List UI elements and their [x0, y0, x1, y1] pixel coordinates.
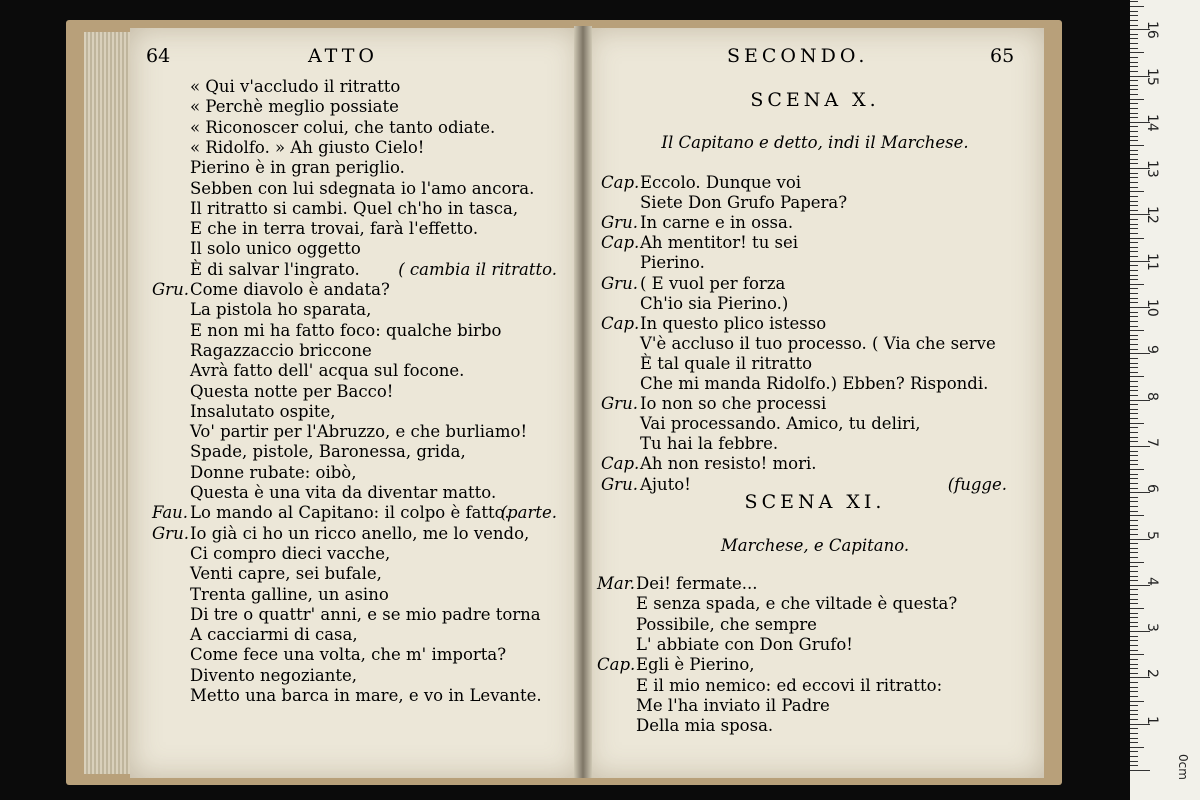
ruler-tick — [1130, 562, 1144, 563]
ruler-tick — [1130, 238, 1144, 239]
verse-line: Questa notte per Bacco! — [190, 381, 394, 401]
verse-line: In carne e in ossa. — [640, 213, 794, 233]
ruler-tick — [1130, 57, 1138, 58]
speaker-label: Fau. — [152, 503, 189, 523]
ruler-tick — [1130, 742, 1138, 743]
ruler-tick — [1130, 48, 1138, 49]
speaker-label: Cap. — [601, 233, 640, 253]
ruler-tick — [1130, 404, 1138, 405]
ruler-tick — [1130, 395, 1138, 396]
ruler-tick — [1130, 284, 1144, 285]
ruler-tick — [1130, 506, 1138, 507]
ruler-tick — [1130, 437, 1138, 438]
right-page-number: 65 — [990, 45, 1015, 67]
ruler-tick — [1130, 251, 1138, 252]
ruler-tick — [1130, 219, 1138, 220]
speaker-label: Gru. — [601, 273, 638, 293]
ruler-tick — [1130, 270, 1138, 271]
verse-line: Il ritratto si cambi. Quel ch'ho in tasca, — [190, 198, 519, 218]
ruler-tick — [1130, 478, 1138, 479]
speaker-label: Cap. — [601, 454, 640, 474]
verse-line: Pierino è in gran periglio. — [190, 158, 405, 178]
verse-line: E che in terra trovai, farà l'effetto. — [190, 219, 479, 239]
verse-line: Della mia sposa. — [636, 716, 774, 736]
ruler-tick — [1130, 460, 1138, 461]
ruler-tick — [1130, 409, 1138, 410]
ruler-tick — [1130, 344, 1138, 345]
ruler-tick — [1130, 150, 1138, 151]
right-page-header: SECONDO. — [727, 45, 869, 67]
ruler-tick — [1130, 747, 1144, 748]
verse-line: Io già ci ho un ricco anello, me lo vendo, — [190, 523, 530, 543]
ruler-tick — [1130, 701, 1144, 702]
verse-line: Ci compro dieci vacche, — [190, 543, 391, 563]
page-edges — [84, 32, 134, 774]
ruler-tick — [1130, 136, 1138, 137]
stage-direction: (fugge. — [947, 474, 1007, 494]
speaker-label: Cap. — [597, 655, 636, 675]
ruler-label: 12 — [1144, 206, 1160, 225]
ruler-tick — [1130, 613, 1138, 614]
ruler-tick — [1130, 265, 1138, 266]
ruler-tick — [1130, 85, 1138, 86]
verse-line: « Riconoscer colui, che tanto odiate. — [190, 117, 496, 137]
ruler-tick — [1130, 43, 1138, 44]
ruler-tick — [1130, 242, 1138, 243]
speaker-label: Cap. — [601, 313, 640, 333]
ruler-tick — [1130, 163, 1138, 164]
ruler-tick — [1130, 390, 1138, 391]
ruler-label: 5 — [1144, 530, 1160, 540]
verse-line: Vai processando. Amico, tu deliri, — [640, 414, 921, 434]
verse-line: È tal quale il ritratto — [640, 353, 813, 373]
verse-line: Eccolo. Dunque voi — [640, 173, 802, 192]
left-page-header: ATTO — [308, 45, 378, 67]
ruler-tick — [1130, 525, 1138, 526]
ruler-tick — [1130, 386, 1138, 387]
ruler-tick — [1130, 557, 1138, 558]
ruler-tick — [1130, 664, 1138, 665]
ruler-tick — [1130, 645, 1138, 646]
ruler-tick — [1130, 594, 1138, 595]
ruler-tick — [1130, 316, 1138, 317]
verse-line: Metto una barca in mare, e vo in Levante. — [190, 686, 542, 705]
verse-line: Donne rubate: oibò, — [190, 462, 357, 482]
ruler-unit: 0cm — [1175, 754, 1190, 780]
ruler-tick — [1130, 451, 1138, 452]
ruler-label: 9 — [1144, 345, 1160, 355]
verse-line: « Perchè meglio possiate — [190, 97, 399, 117]
ruler-tick — [1130, 279, 1138, 280]
ruler-tick — [1130, 117, 1138, 118]
ruler-tick — [1130, 576, 1138, 577]
speaker-label: Gru. — [601, 213, 638, 233]
ruler-tick — [1130, 580, 1138, 581]
ruler-tick — [1130, 589, 1138, 590]
ruler-tick — [1130, 765, 1138, 766]
ruler-tick — [1130, 571, 1138, 572]
ruler-tick — [1130, 696, 1138, 697]
ruler-tick — [1130, 247, 1138, 248]
ruler-tick — [1130, 770, 1150, 771]
measuring-ruler — [1130, 0, 1200, 800]
verse-line: Ah non resisto! mori. — [640, 454, 817, 474]
left-page-number: 64 — [146, 45, 171, 67]
scene-11-subtitle: Marchese, e Capitano. — [720, 536, 910, 555]
verse-line: Siete Don Grufo Papera? — [640, 193, 848, 213]
ruler-tick — [1130, 182, 1138, 183]
verse-line: Possibile, che sempre — [636, 614, 817, 634]
ruler-tick — [1130, 376, 1144, 377]
ruler-tick — [1130, 140, 1138, 141]
ruler-tick — [1130, 488, 1138, 489]
ruler-tick — [1130, 372, 1138, 373]
ruler-tick — [1130, 330, 1144, 331]
verse-line: E senza spada, e che viltade è questa? — [636, 594, 958, 614]
ruler-tick — [1130, 367, 1138, 368]
ruler-label: 7 — [1144, 437, 1160, 447]
ruler-label: 6 — [1144, 484, 1160, 494]
ruler-tick — [1130, 617, 1138, 618]
ruler-tick — [1130, 363, 1138, 364]
verse-line: È di salvar l'ingrato. — [190, 259, 360, 279]
verse-line: Dei! fermate... — [636, 574, 758, 593]
ruler-label: 8 — [1144, 391, 1160, 401]
verse-line: Tu hai la febbre. — [640, 434, 779, 454]
verse-line: Io non so che processi — [640, 394, 827, 414]
ruler-tick — [1130, 520, 1138, 521]
ruler-tick — [1130, 622, 1138, 623]
ruler-label: 2 — [1144, 669, 1160, 679]
ruler-tick — [1130, 691, 1138, 692]
verse-line: Che mi manda Ridolfo.) Ebben? Rispondi. — [640, 374, 989, 393]
verse-line: Il solo unico oggetto — [190, 239, 361, 259]
ruler-tick — [1130, 710, 1138, 711]
verse-line: Avrà fatto dell' acqua sul focone. — [190, 361, 465, 381]
ruler-label: 14 — [1144, 113, 1160, 132]
speaker-label: Gru. — [152, 523, 189, 543]
ruler-tick — [1130, 654, 1144, 655]
ruler-tick — [1130, 728, 1138, 729]
verse-line: Me l'ha inviato il Padre — [636, 695, 830, 715]
ruler-tick — [1130, 52, 1144, 53]
ruler-tick — [1130, 80, 1138, 81]
ruler-tick — [1130, 751, 1138, 752]
ruler-label: 13 — [1144, 160, 1160, 178]
verse-line: « Qui v'accludo il ritratto — [190, 77, 401, 96]
ruler-tick — [1130, 34, 1138, 35]
ruler-tick — [1130, 38, 1138, 39]
ruler-label: 3 — [1144, 623, 1160, 633]
speaker-label: Cap. — [601, 173, 640, 192]
ruler-tick — [1130, 501, 1138, 502]
verse-line: « Ridolfo. » Ah giusto Cielo! — [190, 137, 425, 157]
ruler-tick — [1130, 256, 1138, 257]
ruler-tick — [1130, 66, 1138, 67]
verse-line: Egli è Pierino, — [636, 655, 755, 675]
ruler-tick — [1130, 636, 1138, 637]
speaker-label: Gru. — [601, 474, 638, 494]
ruler-tick — [1130, 474, 1138, 475]
verse-line: E non mi ha fatto foco: qualche birbo — [190, 320, 502, 340]
verse-line: Trenta galline, un asino — [190, 584, 389, 604]
verse-line: Sebben con lui sdegnata io l'amo ancora. — [190, 178, 535, 198]
ruler-tick — [1130, 534, 1138, 535]
verse-line: E il mio nemico: ed eccovi il ritratto: — [636, 675, 943, 695]
ruler-tick — [1130, 228, 1138, 229]
ruler-tick — [1130, 423, 1144, 424]
ruler-tick — [1130, 321, 1138, 322]
ruler-label: 1 — [1144, 715, 1160, 725]
ruler-tick — [1130, 335, 1138, 336]
ruler-tick — [1130, 552, 1138, 553]
ruler-tick — [1130, 11, 1138, 12]
ruler-tick — [1130, 145, 1144, 146]
ruler-tick — [1130, 205, 1138, 206]
verse-line: Pierino. — [640, 253, 705, 273]
ruler-tick — [1130, 733, 1138, 734]
ruler-tick — [1130, 515, 1144, 516]
ruler-tick — [1130, 89, 1138, 90]
verse-line: Ajuto! — [640, 474, 691, 494]
ruler-tick — [1130, 640, 1138, 641]
ruler-tick — [1130, 224, 1138, 225]
ruler-tick — [1130, 719, 1138, 720]
verse-line: Insalutato ospite, — [190, 401, 336, 421]
ruler-tick — [1130, 682, 1138, 683]
ruler-tick — [1130, 25, 1138, 26]
verse-line: Ch'io sia Pierino.) — [640, 293, 789, 313]
ruler-tick — [1130, 418, 1138, 419]
verse-line: Ah mentitor! tu sei — [640, 233, 799, 253]
verse-line: ( E vuol per forza — [640, 273, 786, 293]
verse-line: Ragazzaccio briccone — [190, 340, 372, 360]
verse-line: La pistola ho sparata, — [190, 300, 372, 320]
ruler-tick — [1130, 154, 1138, 155]
ruler-tick — [1130, 626, 1138, 627]
ruler-tick — [1130, 441, 1138, 442]
ruler-tick — [1130, 511, 1138, 512]
ruler-tick — [1130, 469, 1144, 470]
ruler-tick — [1130, 668, 1138, 669]
ruler-tick — [1130, 339, 1138, 340]
verse-line: In questo plico istesso — [640, 313, 827, 333]
ruler-tick — [1130, 312, 1138, 313]
ruler-tick — [1130, 529, 1138, 530]
ruler-tick — [1130, 326, 1138, 327]
ruler-tick — [1130, 62, 1138, 63]
ruler-tick — [1130, 233, 1138, 234]
ruler-tick — [1130, 599, 1138, 600]
ruler-tick — [1130, 99, 1144, 100]
verse-line: Come fece una volta, che m' importa? — [190, 645, 507, 665]
ruler-label: 4 — [1144, 576, 1160, 586]
ruler-label: 11 — [1144, 252, 1160, 271]
scene-11-title: SCENA XI. — [744, 491, 886, 513]
speaker-label: Gru. — [601, 394, 638, 414]
ruler-tick — [1130, 288, 1138, 289]
verse-line: Spade, pistole, Baronessa, grida, — [190, 442, 466, 462]
ruler-tick — [1130, 1, 1138, 2]
ruler-tick — [1130, 464, 1138, 465]
ruler-tick — [1130, 413, 1138, 414]
verse-line: L' abbiate con Don Grufo! — [636, 634, 853, 654]
ruler-tick — [1130, 113, 1138, 114]
ruler-tick — [1130, 349, 1138, 350]
ruler-tick — [1130, 196, 1138, 197]
ruler-tick — [1130, 687, 1138, 688]
ruler-tick — [1130, 103, 1138, 104]
ruler-tick — [1130, 302, 1138, 303]
verse-line: V'è accluso il tuo processo. ( Via che serve — [640, 333, 996, 353]
ruler-label: 15 — [1144, 67, 1160, 86]
ruler-tick — [1130, 159, 1138, 160]
ruler-tick — [1130, 483, 1138, 484]
ruler-tick — [1130, 210, 1138, 211]
ruler-tick — [1130, 432, 1138, 433]
ruler-tick — [1130, 293, 1138, 294]
ruler-tick — [1130, 603, 1138, 604]
ruler-tick — [1130, 358, 1138, 359]
ruler-tick — [1130, 131, 1138, 132]
ruler-tick — [1130, 714, 1138, 715]
ruler-tick — [1130, 126, 1138, 127]
ruler-tick — [1130, 761, 1138, 762]
ruler-tick — [1130, 275, 1138, 276]
speaker-label: Mar. — [597, 574, 636, 593]
verse-line: Questa è una vita da diventar matto. — [190, 483, 497, 502]
ruler-label: 10 — [1144, 299, 1160, 317]
verse-line: Vo' partir per l'Abruzzo, e che burliamo! — [190, 422, 528, 442]
ruler-tick — [1130, 548, 1138, 549]
stage-direction: (parte. — [500, 503, 557, 523]
ruler-tick — [1130, 738, 1138, 739]
ruler-tick — [1130, 201, 1138, 202]
ruler-tick — [1130, 543, 1138, 544]
ruler-tick — [1130, 173, 1138, 174]
ruler-tick — [1130, 566, 1138, 567]
stage-direction: ( cambia il ritratto. — [398, 259, 557, 279]
ruler-tick — [1130, 108, 1138, 109]
verse-line: Venti capre, sei bufale, — [190, 564, 382, 584]
ruler-tick — [1130, 381, 1138, 382]
speaker-label: Gru. — [152, 280, 189, 299]
ruler-tick — [1130, 497, 1138, 498]
scene-10-title: SCENA X. — [750, 89, 880, 111]
ruler-tick — [1130, 705, 1138, 706]
verse-line: Di tre o quattr' anni, e se mio padre torna — [190, 604, 541, 624]
ruler-tick — [1130, 15, 1138, 16]
ruler-tick — [1130, 191, 1144, 192]
ruler-tick — [1130, 427, 1138, 428]
ruler-label: 16 — [1144, 21, 1160, 40]
ruler-tick — [1130, 298, 1138, 299]
ruler-tick — [1130, 71, 1138, 72]
ruler-tick — [1130, 756, 1138, 757]
ruler-tick — [1130, 673, 1138, 674]
scene-10-subtitle: Il Capitano e detto, indi il Marchese. — [661, 133, 969, 152]
ruler-tick — [1130, 177, 1138, 178]
ruler-tick — [1130, 187, 1138, 188]
ruler-tick — [1130, 650, 1138, 651]
ruler-tick — [1130, 608, 1144, 609]
verse-line: A cacciarmi di casa, — [190, 625, 358, 645]
verse-line: Come diavolo è andata? — [190, 280, 390, 299]
verse-line: Divento negoziante, — [190, 665, 357, 685]
ruler-tick — [1130, 455, 1138, 456]
ruler-tick — [1130, 659, 1138, 660]
ruler-tick — [1130, 6, 1144, 7]
ruler-tick — [1130, 94, 1138, 95]
ruler-tick — [1130, 20, 1138, 21]
verse-line: Lo mando al Capitano: il colpo è fatto. — [190, 503, 510, 523]
